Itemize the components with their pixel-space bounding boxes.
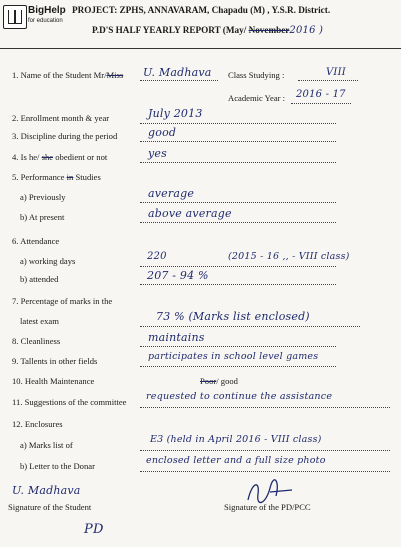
enroll-dots	[140, 123, 336, 124]
health-options	[200, 376, 238, 386]
talent-label: 9. Tallents in other fields	[12, 356, 98, 366]
present-label: b) At present	[20, 212, 65, 222]
attendance-label: 6. Attendance	[12, 236, 60, 246]
enroll-label: 2. Enrollment month & year	[12, 113, 110, 123]
talent-value: participates in school level games	[148, 351, 319, 362]
attended-label: b) attended	[20, 274, 59, 284]
enroll-value: July 2013	[148, 107, 203, 120]
previously-label: a) Previously	[20, 192, 66, 202]
logo-name: BigHelp	[28, 5, 66, 16]
enclosures-label: 12. Enclosures	[12, 419, 63, 429]
performance-label-pre: 5. Performance	[12, 172, 67, 182]
project-line: PROJECT: ZPHS, ANNAVARAM, Chapadu (M) , Y.S.R. District.	[72, 5, 331, 15]
performance-label-struck: in	[66, 172, 74, 182]
report-title	[92, 25, 323, 36]
marks-dots	[140, 326, 360, 327]
marklist-label: a) Marks list of	[20, 440, 73, 450]
suggest-label: 11. Suggestions of the committee	[12, 397, 127, 407]
class-label: Class Studying :	[228, 70, 285, 80]
clean-value: maintains	[148, 331, 205, 344]
marklist-value: E3 (held in April 2016 - VIII class)	[150, 434, 322, 445]
report-title-prefix: P.D'S HALF YEARLY REPORT (May/	[92, 25, 249, 35]
talent-dots	[140, 366, 336, 367]
obedient-label-pre: 4. Is he/	[12, 152, 42, 162]
health-label: 10. Health Maintenance	[12, 376, 95, 386]
header-rule	[0, 48, 401, 49]
attended-value: 207 - 94 %	[147, 269, 209, 282]
discipline-dots	[140, 141, 336, 142]
pd-signature-label: Signature of the PD/PCC	[224, 502, 311, 512]
working-dots	[140, 266, 336, 267]
discipline-label: 3. Discipline during the period	[12, 131, 118, 141]
bighelp-logo-icon	[3, 5, 27, 29]
suggest-value: requested to continue the assistance	[146, 391, 333, 402]
obedient-dots	[140, 162, 336, 163]
academic-label: Academic Year :	[228, 93, 286, 103]
marks-label-line1: 7. Percentage of marks in the	[12, 296, 113, 306]
name-label-struck: Miss	[106, 70, 124, 80]
working-value: 220	[147, 251, 167, 262]
report-title-year: 2016 )	[289, 25, 324, 36]
academic-value: 2016 - 17	[296, 89, 346, 100]
marks-label-line2: latest exam	[20, 316, 59, 326]
marklist-dots	[140, 450, 390, 451]
student-signature-label: Signature of the Student	[8, 502, 92, 512]
marks-value: 73 % (Marks list enclosed)	[156, 310, 310, 323]
working-note: (2015 - 16 ,, - VIII class)	[228, 251, 350, 262]
pd-initials: PD	[84, 522, 104, 537]
discipline-value: good	[148, 126, 177, 139]
name-label	[12, 70, 123, 80]
name-dots	[140, 80, 218, 81]
student-signature: U. Madhava	[12, 484, 81, 497]
suggest-dots	[140, 407, 390, 408]
name-value: U. Madhava	[143, 66, 212, 79]
letter-value: enclosed letter and a full size photo	[146, 455, 326, 466]
letter-label: b) Letter to the Donar	[20, 461, 95, 471]
report-title-struck: November	[248, 25, 290, 35]
health-option-good: / good	[216, 376, 238, 386]
letter-dots	[140, 471, 390, 472]
academic-dots	[291, 103, 351, 104]
clean-label: 8. Cleanliness	[12, 336, 61, 346]
obedient-label-struck: she	[41, 152, 54, 162]
performance-label-post: Studies	[73, 172, 101, 182]
working-label: a) working days	[20, 256, 76, 266]
clean-dots	[140, 346, 336, 347]
attended-dots	[140, 284, 336, 285]
previously-dots	[140, 202, 336, 203]
health-option-struck: Poor	[200, 376, 217, 386]
logo-subtitle: for education	[28, 18, 63, 24]
obedient-value: yes	[148, 147, 167, 160]
name-label-text: 1. Name of the Student Mr/	[12, 70, 107, 80]
obedient-label	[12, 152, 107, 162]
present-value: above average	[148, 207, 232, 220]
present-dots	[140, 222, 336, 223]
class-value: VIII	[326, 67, 346, 78]
previously-value: average	[148, 187, 195, 200]
obedient-label-post: obedient or not	[53, 152, 108, 162]
performance-label	[12, 172, 101, 182]
class-dots	[298, 80, 358, 81]
